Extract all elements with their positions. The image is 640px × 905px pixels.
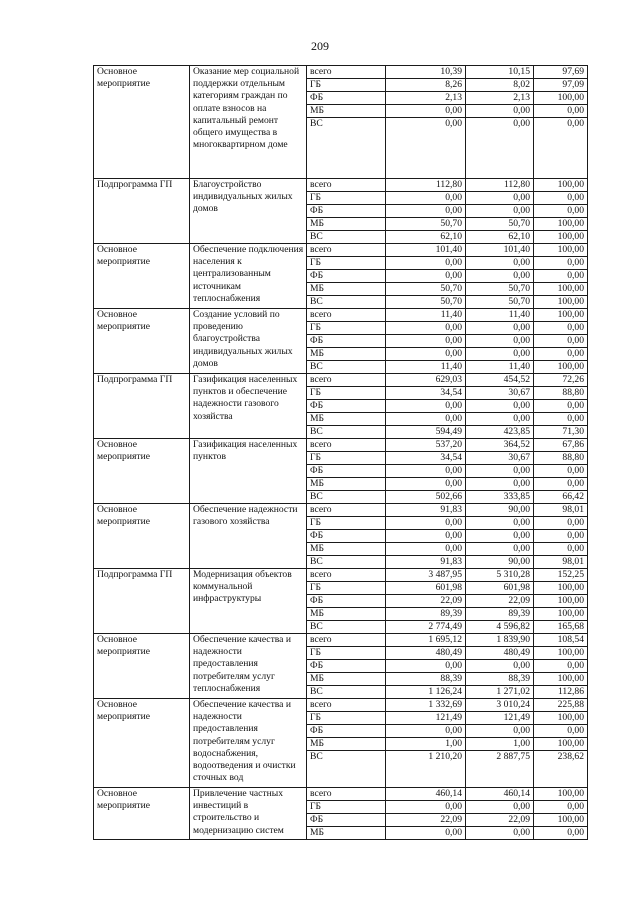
table-row — [94, 569, 588, 582]
plan-value: 0,00 — [386, 192, 466, 205]
actual-value: 0,00 — [466, 118, 534, 179]
execution-percent: 152,25 — [534, 569, 588, 582]
actual-value: 2,13 — [466, 92, 534, 105]
funding-source: МБ — [307, 283, 386, 296]
funding-source: ГБ — [307, 192, 386, 205]
actual-value: 112,80 — [466, 179, 534, 192]
plan-value: 34,54 — [386, 452, 466, 465]
plan-value: 50,70 — [386, 218, 466, 231]
execution-percent: 0,00 — [534, 257, 588, 270]
funding-source: всего — [307, 244, 386, 257]
actual-value: 1,00 — [466, 738, 534, 751]
funding-source: ФБ — [307, 595, 386, 608]
funding-source: ВС — [307, 361, 386, 374]
execution-percent: 97,09 — [534, 79, 588, 92]
plan-value: 2 774,49 — [386, 621, 466, 634]
execution-percent: 0,00 — [534, 543, 588, 556]
table-row — [94, 66, 588, 79]
execution-percent: 0,00 — [534, 801, 588, 814]
actual-value: 121,49 — [466, 712, 534, 725]
activity-status: Основное мероприятие — [94, 699, 190, 788]
activity-status: Основное мероприятие — [94, 309, 190, 374]
actual-value: 0,00 — [466, 205, 534, 218]
table-row — [94, 788, 588, 801]
execution-percent: 0,00 — [534, 118, 588, 179]
plan-value: 0,00 — [386, 400, 466, 413]
table-row — [94, 309, 588, 322]
plan-value: 0,00 — [386, 478, 466, 491]
actual-value: 8,02 — [466, 79, 534, 92]
funding-source: МБ — [307, 827, 386, 840]
table-row — [94, 504, 588, 517]
activity-status: Подпрограмма ГП — [94, 569, 190, 634]
execution-percent: 100,00 — [534, 283, 588, 296]
execution-percent: 0,00 — [534, 478, 588, 491]
execution-percent: 100,00 — [534, 673, 588, 686]
actual-value: 1 839,90 — [466, 634, 534, 647]
activity-status: Подпрограмма ГП — [94, 179, 190, 244]
actual-value: 0,00 — [466, 335, 534, 348]
plan-value: 89,39 — [386, 608, 466, 621]
execution-percent: 0,00 — [534, 465, 588, 478]
plan-value: 0,00 — [386, 543, 466, 556]
actual-value: 333,85 — [466, 491, 534, 504]
table-row — [94, 699, 588, 712]
funding-source: ГБ — [307, 801, 386, 814]
actual-value: 0,00 — [466, 322, 534, 335]
execution-percent: 100,00 — [534, 788, 588, 801]
funding-source: всего — [307, 179, 386, 192]
plan-value: 0,00 — [386, 348, 466, 361]
execution-percent: 112,86 — [534, 686, 588, 699]
funding-source: ГБ — [307, 712, 386, 725]
plan-value: 0,00 — [386, 801, 466, 814]
funding-source: ФБ — [307, 205, 386, 218]
execution-percent: 100,00 — [534, 231, 588, 244]
actual-value: 0,00 — [466, 257, 534, 270]
plan-value: 10,39 — [386, 66, 466, 79]
execution-percent: 100,00 — [534, 309, 588, 322]
execution-percent: 71,30 — [534, 426, 588, 439]
funding-source: МБ — [307, 673, 386, 686]
funding-source: всего — [307, 504, 386, 517]
actual-value: 0,00 — [466, 543, 534, 556]
plan-value: 11,40 — [386, 309, 466, 322]
plan-value: 0,00 — [386, 105, 466, 118]
funding-source: ВС — [307, 231, 386, 244]
budget-table-body — [94, 66, 588, 840]
execution-percent: 0,00 — [534, 322, 588, 335]
actual-value: 0,00 — [466, 413, 534, 426]
execution-percent: 0,00 — [534, 827, 588, 840]
activity-status: Основное мероприятие — [94, 244, 190, 309]
activity-name: Благоустройство индивидуальных жилых домов — [190, 179, 307, 244]
actual-value: 50,70 — [466, 218, 534, 231]
execution-percent: 0,00 — [534, 660, 588, 673]
plan-value: 50,70 — [386, 283, 466, 296]
actual-value: 22,09 — [466, 814, 534, 827]
actual-value: 0,00 — [466, 801, 534, 814]
funding-source: МБ — [307, 543, 386, 556]
funding-source: ГБ — [307, 647, 386, 660]
funding-source: ГБ — [307, 387, 386, 400]
actual-value: 11,40 — [466, 309, 534, 322]
execution-percent: 108,54 — [534, 634, 588, 647]
execution-percent: 67,86 — [534, 439, 588, 452]
actual-value: 22,09 — [466, 595, 534, 608]
plan-value: 0,00 — [386, 205, 466, 218]
execution-percent: 100,00 — [534, 179, 588, 192]
plan-value: 594,49 — [386, 426, 466, 439]
funding-source: ВС — [307, 426, 386, 439]
execution-percent: 100,00 — [534, 361, 588, 374]
execution-percent: 100,00 — [534, 608, 588, 621]
funding-source: МБ — [307, 348, 386, 361]
plan-value: 91,83 — [386, 556, 466, 569]
actual-value: 50,70 — [466, 296, 534, 309]
actual-value: 0,00 — [466, 348, 534, 361]
actual-value: 0,00 — [466, 270, 534, 283]
execution-percent: 100,00 — [534, 92, 588, 105]
actual-value: 0,00 — [466, 517, 534, 530]
execution-percent: 100,00 — [534, 244, 588, 257]
funding-source: МБ — [307, 608, 386, 621]
funding-source: всего — [307, 788, 386, 801]
execution-percent: 0,00 — [534, 105, 588, 118]
activity-name: Оказание мер социальной поддержки отдельным категориям граждан по оплате взносов на капитальный ремонт общего имущества в многоквартирном доме — [190, 66, 307, 179]
execution-percent: 0,00 — [534, 348, 588, 361]
activity-name: Обеспечение надежности газового хозяйства — [190, 504, 307, 569]
execution-percent: 98,01 — [534, 504, 588, 517]
actual-value: 1 271,02 — [466, 686, 534, 699]
plan-value: 1 332,69 — [386, 699, 466, 712]
plan-value: 88,39 — [386, 673, 466, 686]
actual-value: 101,40 — [466, 244, 534, 257]
execution-percent: 100,00 — [534, 595, 588, 608]
plan-value: 50,70 — [386, 296, 466, 309]
funding-source: ГБ — [307, 517, 386, 530]
funding-source: ГБ — [307, 452, 386, 465]
funding-source: ВС — [307, 556, 386, 569]
activity-status: Основное мероприятие — [94, 634, 190, 699]
funding-source: ФБ — [307, 335, 386, 348]
plan-value: 8,26 — [386, 79, 466, 92]
execution-percent: 225,88 — [534, 699, 588, 712]
plan-value: 101,40 — [386, 244, 466, 257]
execution-percent: 0,00 — [534, 725, 588, 738]
execution-percent: 0,00 — [534, 192, 588, 205]
execution-percent: 72,26 — [534, 374, 588, 387]
actual-value: 90,00 — [466, 556, 534, 569]
funding-source: ФБ — [307, 465, 386, 478]
plan-value: 601,98 — [386, 582, 466, 595]
funding-source: ФБ — [307, 92, 386, 105]
plan-value: 112,80 — [386, 179, 466, 192]
execution-percent: 100,00 — [534, 738, 588, 751]
funding-source: ВС — [307, 686, 386, 699]
funding-source: ФБ — [307, 814, 386, 827]
actual-value: 0,00 — [466, 105, 534, 118]
plan-value: 91,83 — [386, 504, 466, 517]
actual-value: 90,00 — [466, 504, 534, 517]
actual-value: 480,49 — [466, 647, 534, 660]
funding-source: всего — [307, 439, 386, 452]
activity-name: Газификация населенных пунктов — [190, 439, 307, 504]
execution-percent: 100,00 — [534, 647, 588, 660]
activity-status: Основное мероприятие — [94, 504, 190, 569]
plan-value: 11,40 — [386, 361, 466, 374]
budget-table — [93, 65, 588, 840]
plan-value: 1 126,24 — [386, 686, 466, 699]
page-number: 209 — [311, 39, 329, 53]
activity-name: Обеспечение качества и надежности предоставления потребителям услуг теплоснабжения — [190, 634, 307, 699]
activity-status: Основное мероприятие — [94, 788, 190, 840]
execution-percent: 98,01 — [534, 556, 588, 569]
execution-percent: 0,00 — [534, 270, 588, 283]
actual-value: 0,00 — [466, 478, 534, 491]
plan-value: 121,49 — [386, 712, 466, 725]
funding-source: ВС — [307, 296, 386, 309]
funding-source: ФБ — [307, 400, 386, 413]
plan-value: 0,00 — [386, 465, 466, 478]
plan-value: 0,00 — [386, 257, 466, 270]
activity-name: Модернизация объектов коммунальной инфраструктуры — [190, 569, 307, 634]
funding-source: МБ — [307, 218, 386, 231]
actual-value: 50,70 — [466, 283, 534, 296]
plan-value: 0,00 — [386, 530, 466, 543]
actual-value: 5 310,28 — [466, 569, 534, 582]
funding-source: ВС — [307, 491, 386, 504]
actual-value: 0,00 — [466, 725, 534, 738]
actual-value: 0,00 — [466, 660, 534, 673]
actual-value: 30,67 — [466, 452, 534, 465]
plan-value: 22,09 — [386, 595, 466, 608]
plan-value: 62,10 — [386, 231, 466, 244]
funding-source: ФБ — [307, 530, 386, 543]
plan-value: 2,13 — [386, 92, 466, 105]
activity-status: Подпрограмма ГП — [94, 374, 190, 439]
funding-source: ФБ — [307, 725, 386, 738]
actual-value: 0,00 — [466, 400, 534, 413]
execution-percent: 238,62 — [534, 751, 588, 788]
funding-source: всего — [307, 699, 386, 712]
actual-value: 2 887,75 — [466, 751, 534, 788]
plan-value: 1 695,12 — [386, 634, 466, 647]
execution-percent: 100,00 — [534, 218, 588, 231]
plan-value: 502,66 — [386, 491, 466, 504]
actual-value: 62,10 — [466, 231, 534, 244]
plan-value: 0,00 — [386, 413, 466, 426]
funding-source: всего — [307, 374, 386, 387]
activity-name: Газификация населенных пунктов и обеспечение надежности газового хозяйства — [190, 374, 307, 439]
actual-value: 454,52 — [466, 374, 534, 387]
funding-source: МБ — [307, 105, 386, 118]
plan-value: 22,09 — [386, 814, 466, 827]
activity-status: Основное мероприятие — [94, 439, 190, 504]
activity-name: Создание условий по проведению благоустройства индивидуальных жилых домов — [190, 309, 307, 374]
execution-percent: 100,00 — [534, 814, 588, 827]
execution-percent: 100,00 — [534, 296, 588, 309]
plan-value: 629,03 — [386, 374, 466, 387]
actual-value: 423,85 — [466, 426, 534, 439]
actual-value: 364,52 — [466, 439, 534, 452]
execution-percent: 0,00 — [534, 400, 588, 413]
plan-value: 0,00 — [386, 335, 466, 348]
table-row — [94, 179, 588, 192]
activity-name: Обеспечение качества и надежности предоставления потребителям услуг водоснабжения, водоотведения и очистки сточных вод — [190, 699, 307, 788]
funding-source: ФБ — [307, 660, 386, 673]
actual-value: 0,00 — [466, 530, 534, 543]
funding-source: ГБ — [307, 322, 386, 335]
activity-status: Основное мероприятие — [94, 66, 190, 179]
funding-source: ФБ — [307, 270, 386, 283]
funding-source: всего — [307, 309, 386, 322]
execution-percent: 88,80 — [534, 387, 588, 400]
plan-value: 480,49 — [386, 647, 466, 660]
plan-value: 0,00 — [386, 517, 466, 530]
plan-value: 0,00 — [386, 827, 466, 840]
table-row — [94, 634, 588, 647]
funding-source: всего — [307, 634, 386, 647]
table-row — [94, 374, 588, 387]
table-row — [94, 244, 588, 257]
funding-source: ГБ — [307, 582, 386, 595]
execution-percent: 100,00 — [534, 712, 588, 725]
plan-value: 1,00 — [386, 738, 466, 751]
funding-source: ВС — [307, 751, 386, 788]
execution-percent: 0,00 — [534, 413, 588, 426]
execution-percent: 0,00 — [534, 517, 588, 530]
plan-value: 0,00 — [386, 725, 466, 738]
plan-value: 3 487,95 — [386, 569, 466, 582]
actual-value: 11,40 — [466, 361, 534, 374]
plan-value: 0,00 — [386, 270, 466, 283]
actual-value: 10,15 — [466, 66, 534, 79]
funding-source: МБ — [307, 738, 386, 751]
plan-value: 1 210,20 — [386, 751, 466, 788]
execution-percent: 0,00 — [534, 335, 588, 348]
actual-value: 601,98 — [466, 582, 534, 595]
activity-name: Обеспечение подключения населения к централизованным источникам теплоснабжения — [190, 244, 307, 309]
funding-source: всего — [307, 569, 386, 582]
plan-value: 0,00 — [386, 660, 466, 673]
plan-value: 34,54 — [386, 387, 466, 400]
execution-percent: 100,00 — [534, 582, 588, 595]
actual-value: 88,39 — [466, 673, 534, 686]
actual-value: 460,14 — [466, 788, 534, 801]
execution-percent: 0,00 — [534, 205, 588, 218]
funding-source: МБ — [307, 478, 386, 491]
funding-source: всего — [307, 66, 386, 79]
execution-percent: 0,00 — [534, 530, 588, 543]
actual-value: 3 010,24 — [466, 699, 534, 712]
plan-value: 537,20 — [386, 439, 466, 452]
execution-percent: 66,42 — [534, 491, 588, 504]
funding-source: МБ — [307, 413, 386, 426]
actual-value: 0,00 — [466, 827, 534, 840]
plan-value: 0,00 — [386, 118, 466, 179]
actual-value: 0,00 — [466, 465, 534, 478]
funding-source: ГБ — [307, 257, 386, 270]
funding-source: ВС — [307, 118, 386, 179]
execution-percent: 97,69 — [534, 66, 588, 79]
actual-value: 0,00 — [466, 192, 534, 205]
activity-name: Привлечение частных инвестиций в строительство и модернизацию систем — [190, 788, 307, 840]
table-row — [94, 439, 588, 452]
actual-value: 89,39 — [466, 608, 534, 621]
actual-value: 30,67 — [466, 387, 534, 400]
execution-percent: 165,68 — [534, 621, 588, 634]
funding-source: ВС — [307, 621, 386, 634]
actual-value: 4 596,82 — [466, 621, 534, 634]
plan-value: 460,14 — [386, 788, 466, 801]
execution-percent: 88,80 — [534, 452, 588, 465]
funding-source: ГБ — [307, 79, 386, 92]
plan-value: 0,00 — [386, 322, 466, 335]
